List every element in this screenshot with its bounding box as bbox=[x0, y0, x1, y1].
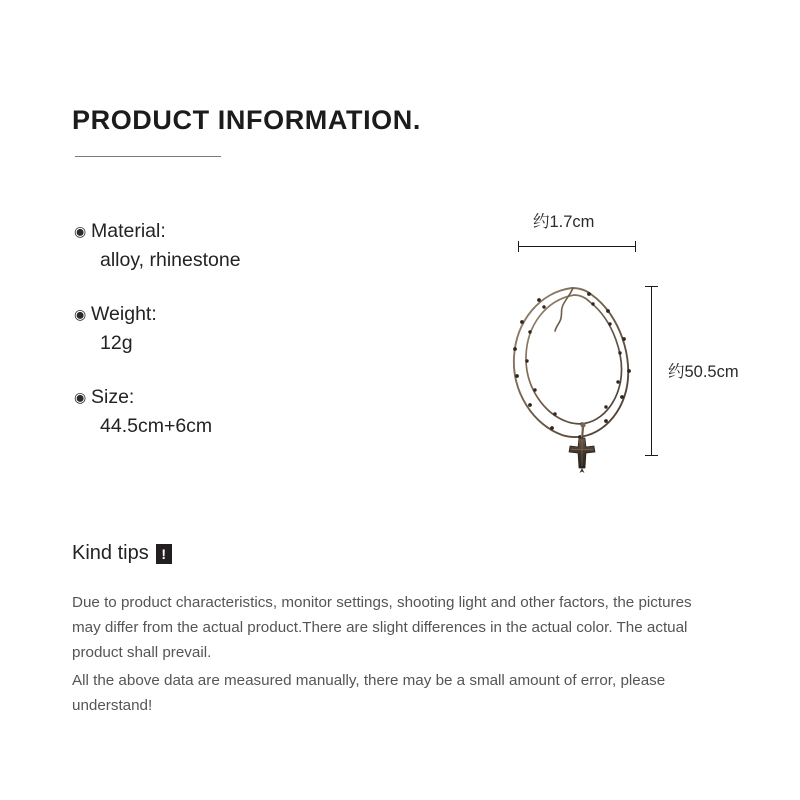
spec-label-size: Size: bbox=[91, 386, 135, 408]
spec-item-weight bbox=[74, 301, 414, 357]
circle-dot-icon: ◉ bbox=[74, 223, 87, 239]
dimension-width-label: 约1.7cm bbox=[533, 213, 595, 231]
necklace-outer-chain bbox=[514, 288, 628, 437]
spec-head bbox=[74, 301, 414, 328]
kind-tips-paragraph-2: All the above data are measured manually, there may be a small amount of error, please understand! bbox=[72, 672, 666, 714]
spec-value-weight: 12g bbox=[100, 332, 133, 354]
cross-pendant-icon bbox=[569, 438, 595, 473]
specification-list bbox=[74, 218, 414, 467]
kind-tips-paragraph-1: Due to product characteristics, monitor settings, shooting light and other factors, the pictures may differ from the actual product.There are slight differences in the actual color. The actual product shall prevail. bbox=[72, 594, 692, 661]
page-title: PRODUCT INFORMATION. bbox=[72, 105, 421, 135]
spec-head bbox=[74, 384, 414, 411]
spec-label-weight: Weight: bbox=[91, 303, 157, 325]
necklace-inner-chain bbox=[526, 295, 621, 424]
title-underline-rule bbox=[75, 156, 221, 157]
dimension-height-label: 约50.5cm bbox=[668, 363, 739, 381]
dimension-height-bar bbox=[651, 286, 652, 456]
kind-tips-heading bbox=[72, 542, 172, 565]
spec-value-material: alloy, rhinestone bbox=[100, 249, 241, 271]
spec-value-size: 44.5cm+6cm bbox=[100, 415, 213, 437]
spec-head bbox=[74, 218, 414, 245]
spec-item-material bbox=[74, 218, 414, 274]
necklace-product-photo bbox=[500, 275, 650, 475]
necklace-clasp-extender bbox=[555, 288, 573, 331]
product-image-area bbox=[480, 195, 770, 485]
necklace-bail-ring bbox=[580, 422, 585, 427]
kind-tips-title: Kind tips bbox=[72, 542, 149, 564]
spec-label-material: Material: bbox=[91, 220, 166, 242]
circle-dot-icon: ◉ bbox=[74, 306, 87, 322]
circle-dot-icon: ◉ bbox=[74, 389, 87, 405]
spec-item-size bbox=[74, 384, 414, 440]
dimension-width-bar bbox=[518, 246, 636, 247]
exclamation-badge-icon: ! bbox=[156, 544, 172, 564]
